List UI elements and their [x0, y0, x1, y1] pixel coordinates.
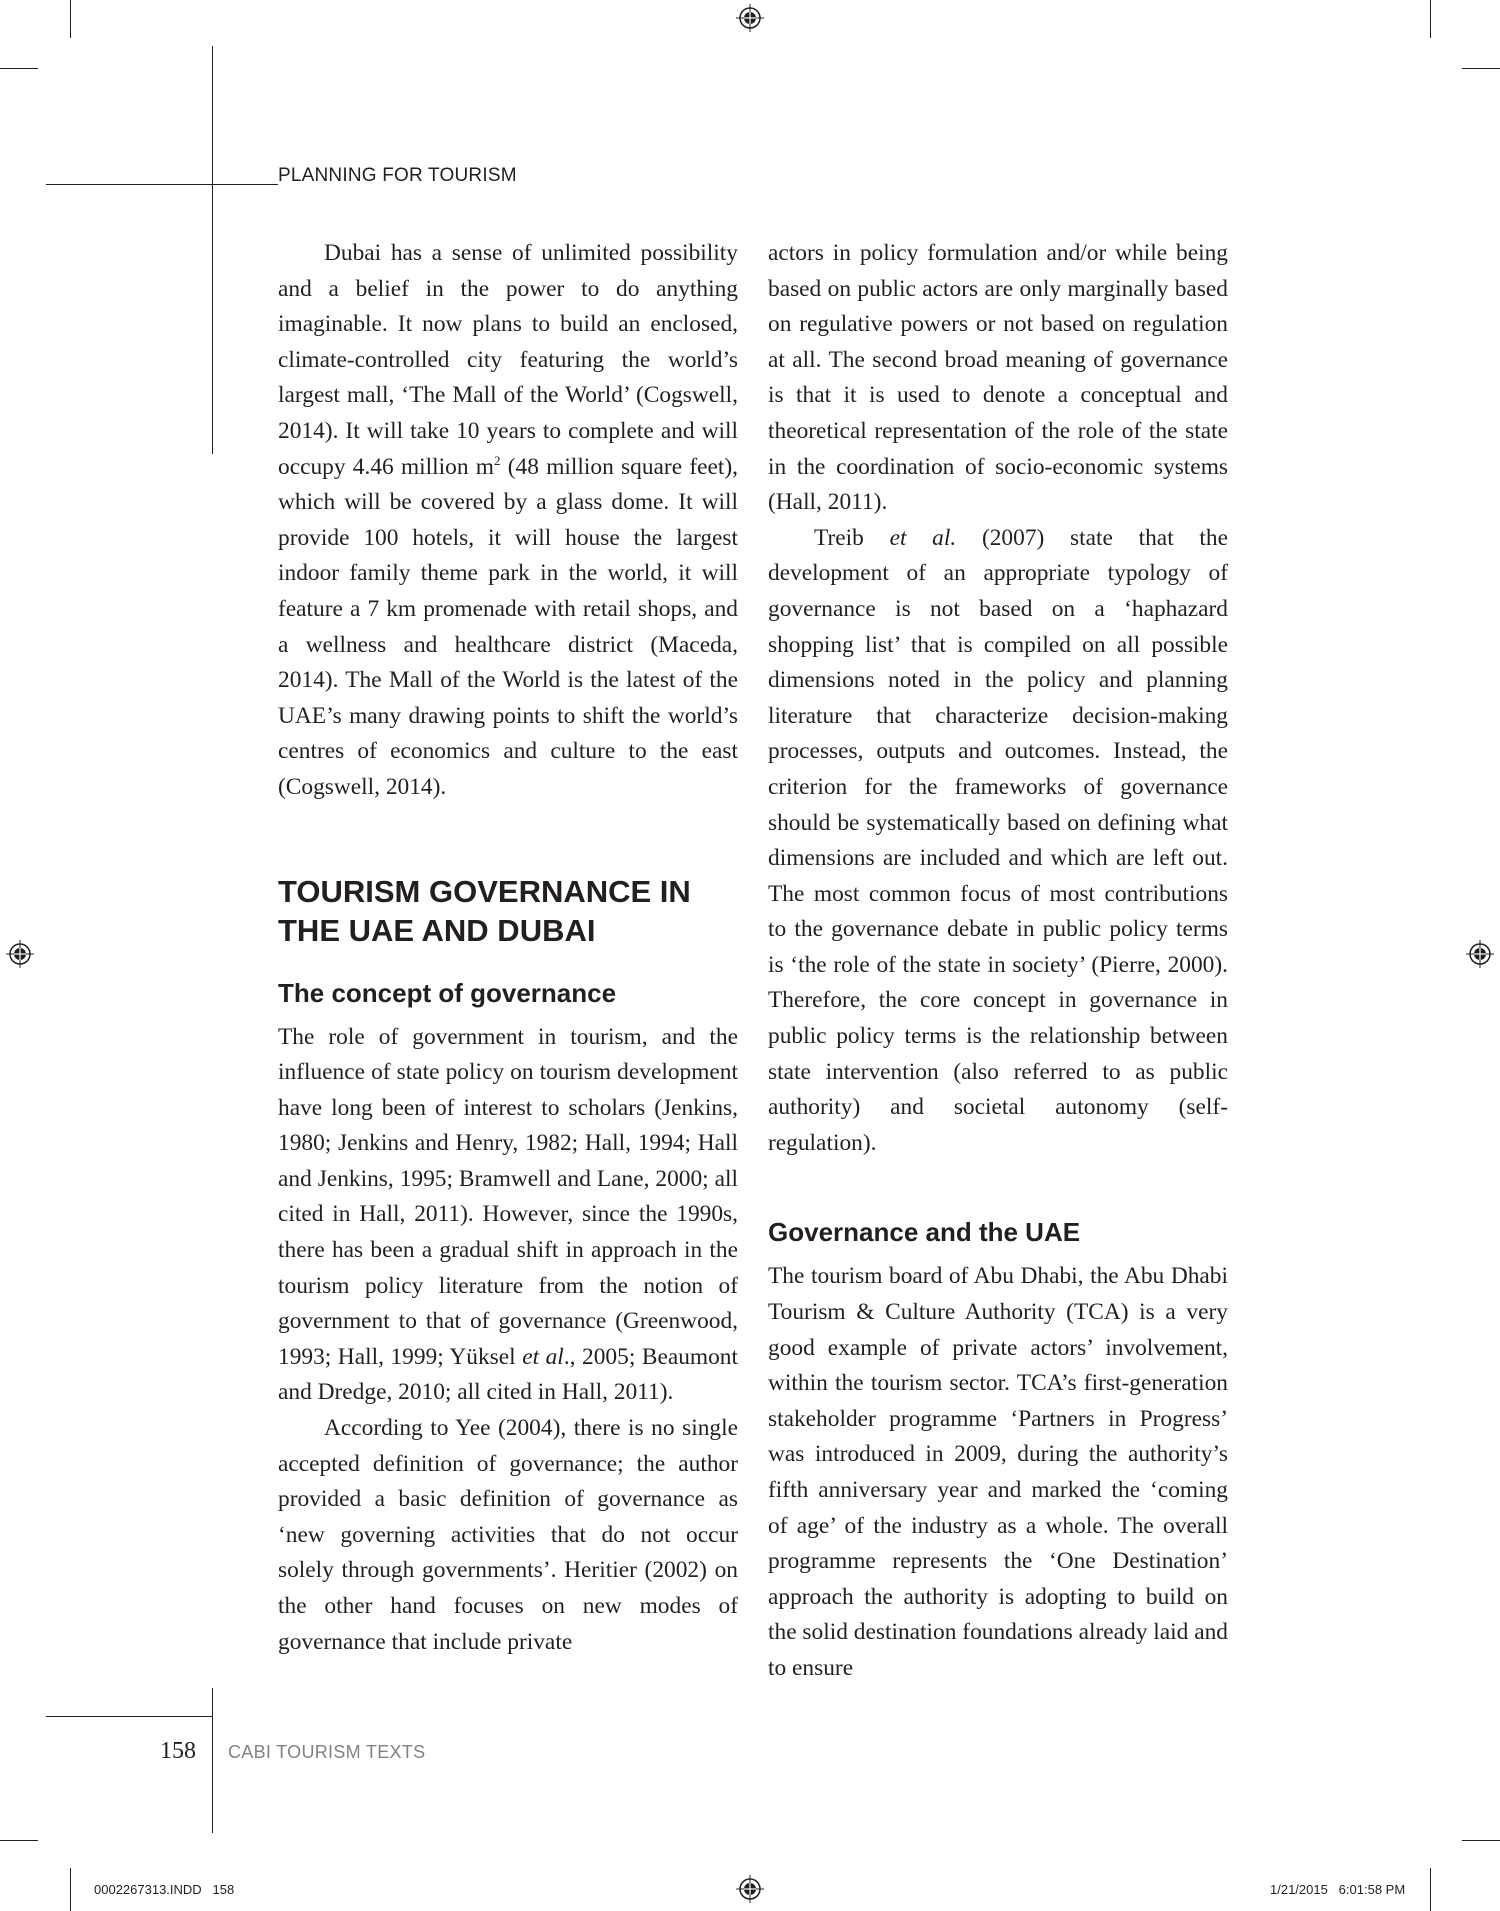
crop-mark [1462, 68, 1500, 69]
running-head: PLANNING FOR TOURISM [278, 165, 517, 186]
slug-timestamp: 1/21/2015 6:01:58 PM [1270, 1882, 1406, 1897]
crop-mark [1430, 0, 1431, 38]
body-paragraph: The tourism board of Abu Dhabi, the Abu Dhabi Tourism & Culture Authority (TCA) is a very good example of private actors’ involvement, within the tourism sector. TCA’s first-generation stakeholder programme ‘Partners in Progress’ was introduced in 2009, during the authority’s fifth anniversary year and marked the ‘coming of age’ of the industry as a whole. The overall programme represents the ‘One Destination’ approach the authority is adopting to build on the solid destination foundations already laid and to ensure [768, 1263, 1228, 1681]
crop-mark [1430, 1868, 1431, 1911]
section-heading [278, 872, 738, 950]
footer-horizontal-rule [46, 1716, 212, 1717]
registration-mark-icon [6, 940, 34, 968]
italic-text: et al. [889, 524, 957, 551]
superscript: 2 [494, 452, 501, 468]
registration-mark-icon [736, 1875, 764, 1903]
registration-mark-icon [736, 4, 764, 32]
crop-mark [0, 68, 38, 69]
subheading-concept: The concept of governance [278, 977, 617, 1008]
crop-mark [70, 0, 71, 38]
text-run: The role of government in tourism, and the influence of state policy on tourism development have long been of interest to scholars (Jenkins, 1980; Jenkins and Henry, 1982; Hall, 1994; Hall and Jenkins, 1995; Bramwell and Lane, 2000; all cited in Hall, 2011). However, since the 1990s, there has been a gradual shift in approach in the tourism policy literature from the notion of government to that of governance (Greenwood, 1993; Hall, 1999; Yüksel [278, 1023, 738, 1370]
footer-vertical-rule [212, 1688, 213, 1833]
crop-mark [70, 1868, 71, 1911]
header-horizontal-rule [46, 184, 278, 185]
registration-mark-icon [1466, 940, 1494, 968]
right-column [768, 236, 1228, 1687]
subheading-uae: Governance and the UAE [768, 1217, 1081, 1248]
body-paragraph [278, 1020, 738, 1412]
crop-mark [0, 1840, 38, 1841]
text-run: Dubai has a sense of unlimited possibility and a belief in the power to do anything imaginable. It now plans to build an enclosed, climate-controlled city featuring the world’s largest mall, ‘The Mall of the World’ (Cogswell, 2014). It will take 10 years to complete and will occupy 4.46 million m [278, 240, 738, 480]
body-paragraph [768, 521, 1228, 1162]
text-run: Treib [814, 524, 890, 551]
header-vertical-rule [212, 46, 213, 454]
body-paragraph [278, 236, 738, 806]
text-run: (2007) state that the development of an appropriate typology of governance is not based on a ‘haphazard shopping list’ that is compiled on all possible dimensions noted in the policy and planning literature that characterize decision-making processes, outputs and outcomes. Instead, the criterion for the frameworks of governance should be systematically based on defining what dimensions are included and which are left out. The most common focus of most contributions to the governance debate in public policy terms is ‘the role of the state in society’ (Pierre, 2000). Therefore, the core concept in governance in public policy terms is the relationship between state intervention (also referred to as public authority) and societal autonomy (self-regulation). [768, 524, 1228, 1156]
crop-mark [1462, 1840, 1500, 1841]
page-number: 158 [160, 1738, 196, 1764]
body-paragraph: According to Yee (2004), there is no single accepted definition of governance; the author provided a basic definition of governance as ‘new governing activities that do not occur solely through governments’. Heritier (2002) on the other hand focuses on new modes of governance that include private [278, 1415, 738, 1655]
italic-text: et al [522, 1343, 564, 1370]
body-paragraph: actors in policy formulation and/or while being based on public actors are only marginally based on regulative powers or not based on regulation at all. The second broad meaning of governance is that it is used to denote a conceptual and theoretical representation of the role of the state in the coordination of socio-economic systems (Hall, 2011). [768, 240, 1228, 516]
series-title: CABI TOURISM TEXTS [228, 1742, 426, 1762]
section-heading-line: TOURISM GOVERNANCE IN [278, 873, 691, 909]
text-run: (48 million square feet), which will be covered by a glass dome. It will provide 100 hotels, it will house the largest indoor family theme park in the world, it will feature a 7 km promenade with retail shops, and a wellness and healthcare district (Maceda, 2014). The Mall of the World is the latest of the UAE’s many drawing points to shift the world’s centres of economics and culture to the east (Cogswell, 2014). [278, 453, 739, 800]
left-column [278, 236, 738, 1660]
slug-filename: 0002267313.INDD 158 [94, 1882, 235, 1897]
section-heading-line: THE UAE AND DUBAI [278, 912, 596, 948]
text-run: ., 2005; Beaumont and Dredge, 2010; all cited in Hall, 2011). [278, 1343, 738, 1406]
